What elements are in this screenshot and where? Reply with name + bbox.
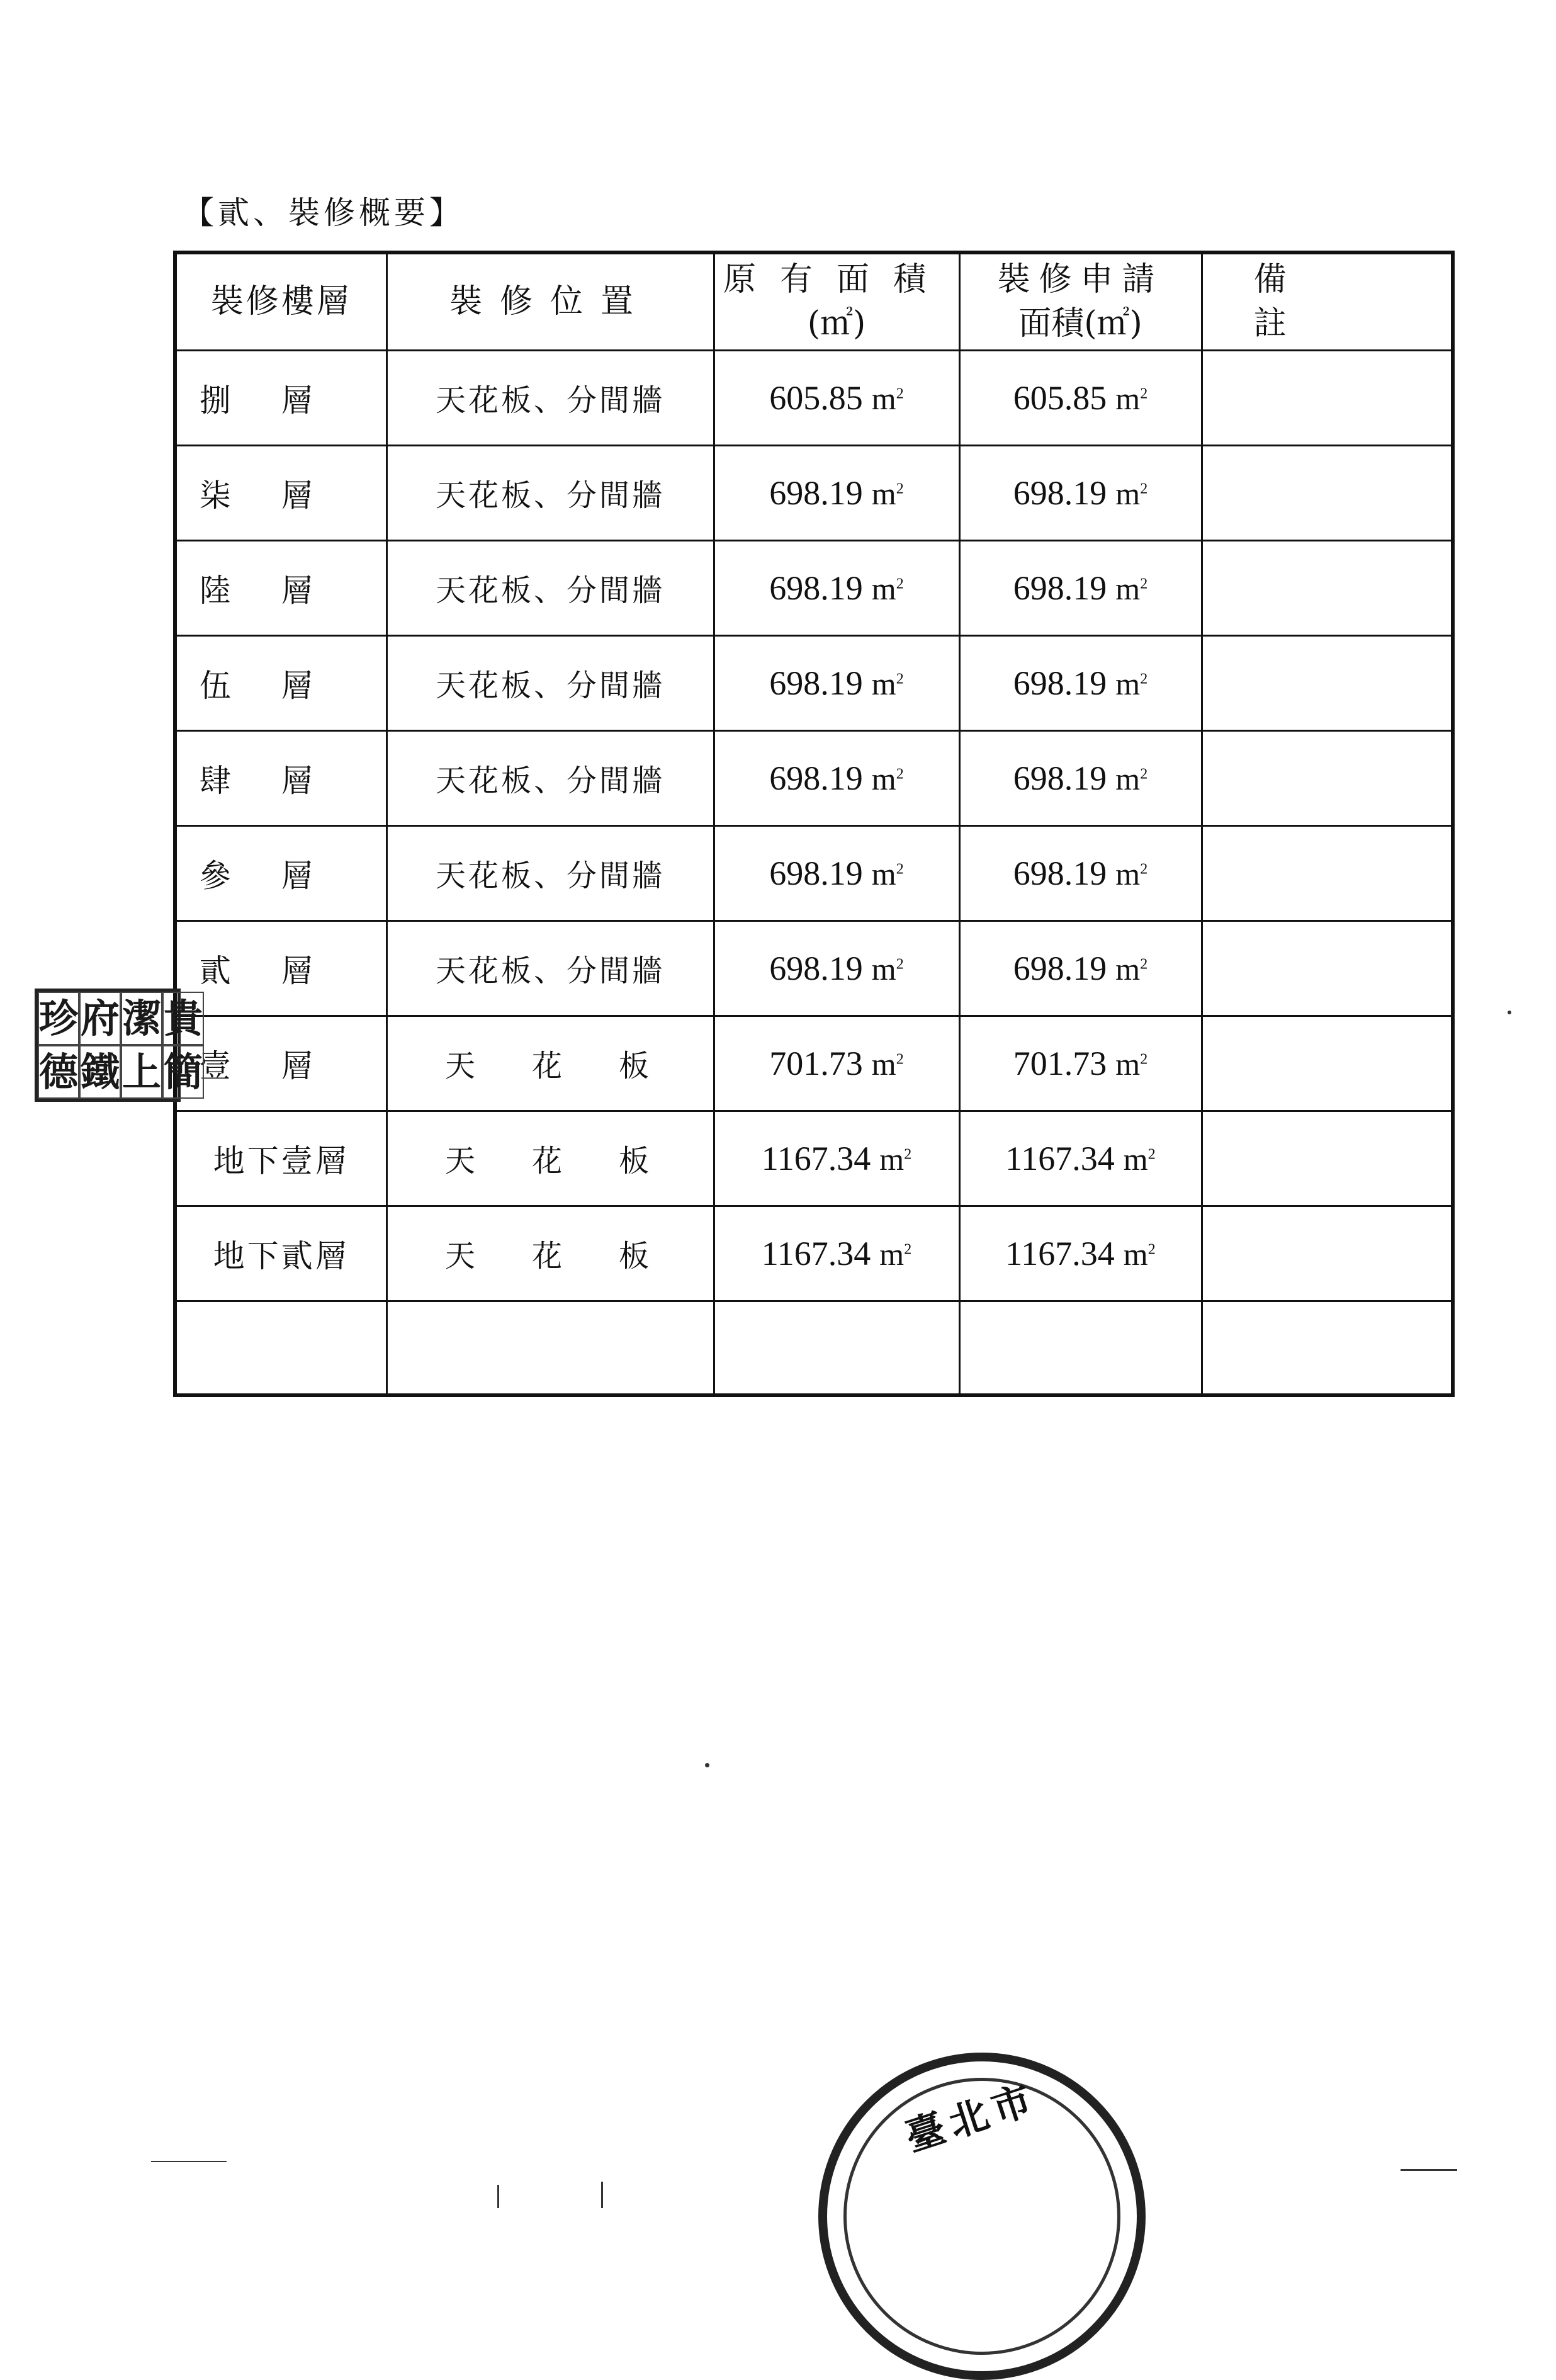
position-cell: 天花板、分間牆 — [386, 635, 714, 730]
requested-area-value: 698.19 — [1013, 854, 1107, 892]
note-cell — [1202, 1111, 1453, 1206]
table-row — [175, 540, 1453, 635]
original-area-value: 698.19 — [769, 949, 863, 987]
unit-sup: 2 — [904, 1145, 912, 1162]
area-unit — [1115, 666, 1147, 701]
area-unit — [1115, 951, 1147, 987]
unit-main: m — [1123, 1236, 1148, 1272]
note-cell — [1202, 445, 1453, 540]
floor-cell: 捌層 — [175, 350, 386, 445]
area-unit — [1115, 856, 1147, 892]
header-requested-area-line1: 裝修申請 — [997, 261, 1164, 299]
unit-sup: 2 — [1140, 1050, 1148, 1067]
unit-main: m — [879, 1141, 905, 1177]
position-cell: 天花板、分間牆 — [386, 350, 714, 445]
original-area-value: 698.19 — [769, 759, 863, 797]
position-cell: 天花板、分間牆 — [386, 540, 714, 635]
original-area-cell — [714, 825, 959, 921]
note-cell — [1202, 825, 1453, 921]
requested-area-cell — [959, 1111, 1202, 1206]
unit-main: m — [879, 1236, 905, 1272]
header-original-area — [714, 252, 959, 350]
header-requested-area-line2: 面積(㎡) — [1018, 305, 1142, 343]
position-cell: 天花板、分間牆 — [386, 825, 714, 921]
unit-sup: 2 — [1140, 670, 1148, 687]
floor-cell: 地下貳層 — [175, 1206, 386, 1301]
unit-main: m — [1115, 761, 1141, 796]
requested-area-cell — [959, 921, 1202, 1016]
original-area-value: 698.19 — [769, 569, 863, 607]
requested-area-cell — [959, 445, 1202, 540]
area-unit — [872, 666, 904, 701]
unit-sup: 2 — [1140, 765, 1148, 782]
unit-main: m — [1115, 951, 1141, 987]
note-cell — [1202, 635, 1453, 730]
seal-char: 潔 — [121, 992, 162, 1045]
requested-area-cell — [959, 730, 1202, 825]
requested-area-value: 698.19 — [1013, 473, 1107, 512]
scan-dot — [705, 1763, 709, 1767]
table-row — [175, 1016, 1453, 1111]
empty-cell — [175, 1301, 386, 1395]
unit-main: m — [1115, 380, 1141, 416]
blank-row — [175, 1301, 1453, 1395]
area-unit — [1115, 476, 1147, 511]
floor-cell: 肆層 — [175, 730, 386, 825]
table-row — [175, 635, 1453, 730]
area-unit — [872, 571, 904, 606]
position-cell: 天花板 — [386, 1016, 714, 1111]
floor-cell: 柒層 — [175, 445, 386, 540]
floor-cell: 伍層 — [175, 635, 386, 730]
unit-main: m — [871, 666, 896, 701]
unit-sup: 2 — [1140, 575, 1148, 592]
seal-text: 臺北市 — [899, 2075, 1044, 2161]
unit-main: m — [1115, 1046, 1141, 1082]
header-requested-area — [959, 252, 1202, 350]
scan-mark — [151, 2161, 227, 2162]
header-note: 備註 — [1202, 252, 1453, 350]
original-area-value: 1167.34 — [761, 1139, 871, 1177]
area-unit — [1115, 571, 1147, 606]
header-original-area-line1: 原有面積 — [723, 261, 950, 299]
unit-main: m — [1123, 1141, 1148, 1177]
requested-area-value: 1167.34 — [1005, 1139, 1115, 1177]
original-area-cell — [714, 445, 959, 540]
requested-area-value: 605.85 — [1013, 378, 1107, 417]
empty-cell — [386, 1301, 714, 1395]
unit-sup: 2 — [896, 860, 904, 877]
floor-cell: 參層 — [175, 825, 386, 921]
area-unit — [872, 951, 904, 987]
table-row — [175, 921, 1453, 1016]
area-unit — [1124, 1237, 1156, 1272]
seal-char: 德 — [38, 1045, 79, 1099]
scan-dot — [1508, 1011, 1511, 1014]
original-area-value: 698.19 — [769, 664, 863, 702]
position-cell: 天花板 — [386, 1111, 714, 1206]
note-cell — [1202, 1016, 1453, 1111]
original-area-value: 698.19 — [769, 854, 863, 892]
note-cell — [1202, 540, 1453, 635]
table-row — [175, 825, 1453, 921]
table-header-row — [175, 252, 1453, 350]
unit-main: m — [871, 1046, 896, 1082]
unit-sup: 2 — [896, 480, 904, 497]
scan-mark — [497, 2185, 499, 2208]
position-cell: 天花板、分間牆 — [386, 445, 714, 540]
unit-main: m — [1115, 570, 1141, 606]
unit-sup: 2 — [1140, 955, 1148, 972]
unit-main: m — [871, 856, 896, 892]
unit-sup: 2 — [896, 765, 904, 782]
seal-char: 鐵 — [79, 1045, 121, 1099]
unit-main: m — [871, 475, 896, 511]
area-unit — [872, 476, 904, 511]
unit-sup: 2 — [896, 670, 904, 687]
unit-sup: 2 — [896, 1050, 904, 1067]
area-unit — [1115, 381, 1147, 416]
header-position: 裝修位置 — [386, 252, 714, 350]
section-title: 【貳、裝修概要】 — [183, 195, 465, 231]
floor-cell: 地下壹層 — [175, 1111, 386, 1206]
area-unit — [872, 761, 904, 796]
unit-main: m — [871, 951, 896, 987]
unit-main: m — [1115, 856, 1141, 892]
requested-area-value: 701.73 — [1013, 1044, 1107, 1082]
table-row — [175, 350, 1453, 445]
requested-area-cell — [959, 540, 1202, 635]
header-floor: 裝修樓層 — [175, 252, 386, 350]
note-cell — [1202, 350, 1453, 445]
renovation-summary-table — [173, 251, 1455, 1397]
unit-sup: 2 — [1140, 860, 1148, 877]
unit-main: m — [871, 570, 896, 606]
area-unit — [872, 856, 904, 892]
position-cell: 天花板 — [386, 1206, 714, 1301]
table-row — [175, 730, 1453, 825]
requested-area-cell — [959, 1016, 1202, 1111]
unit-sup: 2 — [896, 575, 904, 592]
table-row — [175, 1111, 1453, 1206]
unit-main: m — [871, 761, 896, 796]
unit-main: m — [1115, 475, 1141, 511]
unit-main: m — [871, 380, 896, 416]
requested-area-cell — [959, 1206, 1202, 1301]
unit-sup: 2 — [1147, 1240, 1156, 1257]
original-area-cell — [714, 540, 959, 635]
seal-char: 上 — [121, 1045, 162, 1099]
original-area-cell — [714, 1016, 959, 1111]
original-area-cell — [714, 635, 959, 730]
empty-cell — [959, 1301, 1202, 1395]
unit-main: m — [1115, 666, 1141, 701]
seal-char: 簡 — [162, 1045, 204, 1099]
floor-cell: 壹層 — [175, 1016, 386, 1111]
unit-sup: 2 — [896, 385, 904, 402]
seal-char: 貴 — [162, 992, 204, 1045]
area-unit — [872, 1046, 904, 1082]
unit-sup: 2 — [1140, 480, 1148, 497]
area-unit — [1115, 761, 1147, 796]
seal-char: 珍 — [38, 992, 79, 1045]
empty-cell — [1202, 1301, 1453, 1395]
requested-area-value: 698.19 — [1013, 759, 1107, 797]
requested-area-value: 698.19 — [1013, 664, 1107, 702]
original-area-value: 605.85 — [769, 378, 863, 417]
table-row — [175, 1206, 1453, 1301]
requested-area-value: 698.19 — [1013, 569, 1107, 607]
unit-sup: 2 — [1147, 1145, 1156, 1162]
requested-area-cell — [959, 825, 1202, 921]
area-unit — [1124, 1142, 1156, 1177]
original-area-cell — [714, 1206, 959, 1301]
empty-cell — [714, 1301, 959, 1395]
floor-cell: 陸層 — [175, 540, 386, 635]
unit-sup: 2 — [1140, 385, 1148, 402]
scan-mark — [1401, 2169, 1457, 2171]
table-row — [175, 445, 1453, 540]
original-area-value: 698.19 — [769, 473, 863, 512]
note-cell — [1202, 1206, 1453, 1301]
position-cell: 天花板、分間牆 — [386, 730, 714, 825]
original-area-cell — [714, 921, 959, 1016]
original-area-value: 1167.34 — [761, 1234, 871, 1272]
requested-area-cell — [959, 350, 1202, 445]
original-area-value: 701.73 — [769, 1044, 863, 1082]
square-seal-stamp — [35, 989, 203, 1102]
area-unit — [879, 1237, 911, 1272]
unit-sup: 2 — [896, 955, 904, 972]
original-area-cell — [714, 350, 959, 445]
round-official-seal — [818, 2053, 1146, 2380]
area-unit — [872, 381, 904, 416]
area-unit — [1115, 1046, 1147, 1082]
scan-mark — [601, 2182, 603, 2208]
unit-sup: 2 — [904, 1240, 912, 1257]
original-area-cell — [714, 1111, 959, 1206]
area-unit — [879, 1142, 911, 1177]
requested-area-value: 698.19 — [1013, 949, 1107, 987]
requested-area-cell — [959, 635, 1202, 730]
requested-area-value: 1167.34 — [1005, 1234, 1115, 1272]
note-cell — [1202, 921, 1453, 1016]
floor-cell: 貳層 — [175, 921, 386, 1016]
header-original-area-line2: (㎡) — [807, 305, 866, 343]
seal-char: 府 — [79, 992, 121, 1045]
note-cell — [1202, 730, 1453, 825]
original-area-cell — [714, 730, 959, 825]
position-cell: 天花板、分間牆 — [386, 921, 714, 1016]
